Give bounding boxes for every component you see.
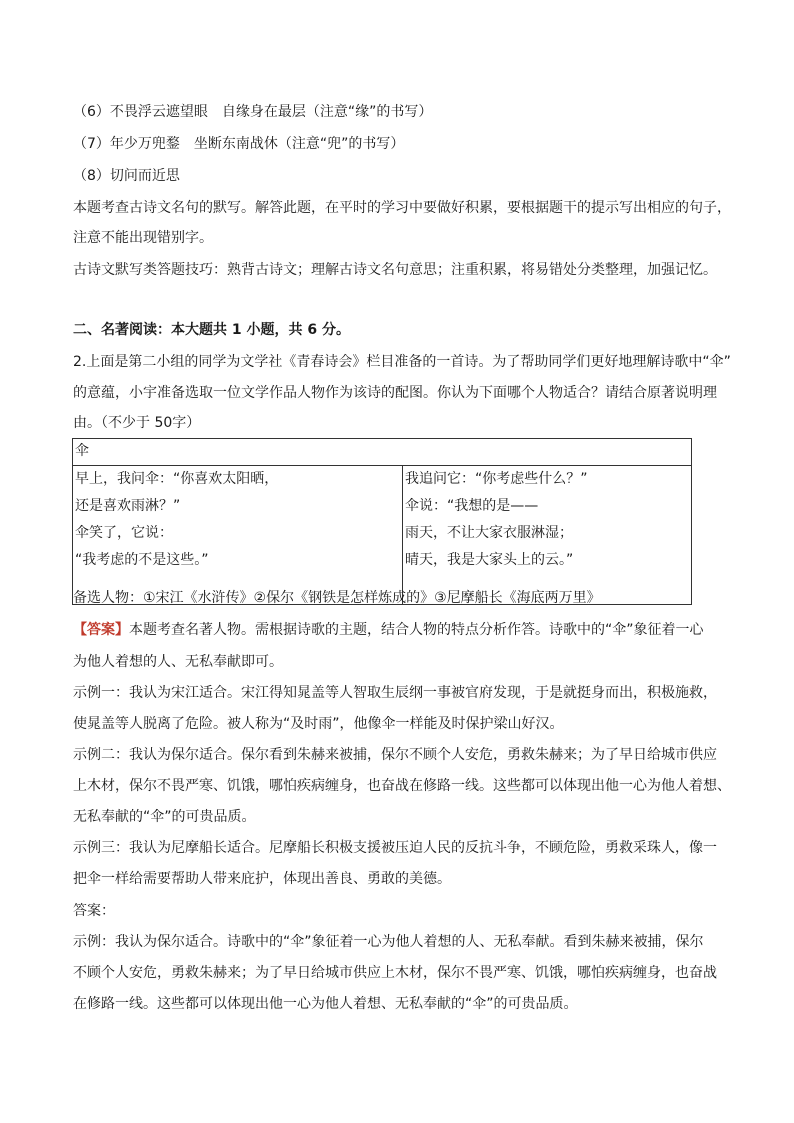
example-3-line-2: 把伞一样给需要帮助人带来庇护，体现出善良、勇敢的美德。 [73,871,451,887]
example-2-line-3: 无私奉献的“伞”的可贵品质。 [73,809,256,825]
poem-left-line: 早上，我问伞：“你喜欢太阳晒， [75,471,279,487]
poem-title: 伞 [73,439,692,466]
poem-left-line: “我考虑的不是这些。” [75,552,209,568]
example-1-line-1: 示例一：我认为宋江适合。宋江得知晁盖等人智取生辰纲一事被官府发现，于是就挺身而出，积极施救， [73,685,717,701]
tip-line: 古诗文默写类答题技巧：熟背古诗文；理解古诗文名句意思；注重积累，将易错处分类整理，加强记忆。 [73,262,717,278]
answer-text: 本题考查名著人物。需根据诗歌的主题，结合人物的特点分析作答。诗歌中的“伞”象征着一心 [129,622,704,638]
example-2-line-1: 示例二：我认为保尔适合。保尔看到朱赫来被捕，保尔不顾个人安危，勇救朱赫来；为了早日给城市供应 [73,747,717,763]
poem-right-cell [403,466,692,605]
poem-left-line: 伞笑了，它说： [75,525,173,541]
candidates-line: 备选人物：①宋江《水浒传》②保尔《钢铁是怎样炼成的》③尼摩船长《海底两万里》 [73,590,601,606]
poem-right-line: 伞说：“我想的是—— [405,498,539,514]
example-3-line-1: 示例三：我认为尼摩船长适合。尼摩船长积极支援被压迫人民的反抗斗争，不顾危险，勇救采珠人，像一 [73,840,717,856]
answer-label: 答案： [73,903,115,919]
final-answer-line-1: 示例：我认为保尔适合。诗歌中的“伞”象征着一心为他人着想的人、无私奉献。看到朱赫来被捕，保尔 [73,934,704,950]
item-8: （8）切问而近思 [73,168,180,184]
example-1-line-2: 使晁盖等人脱离了危险。被人称为“及时雨”，他像伞一样能及时保护梁山好汉。 [73,716,564,732]
poem-right-line: 我追问它：“你考虑些什么？” [405,471,588,487]
poem-right-line: 雨天，不让大家衣服淋湿； [405,525,573,541]
item-6: （6）不畏浮云遮望眼 自缘身在最层（注意“缘”的书写） [73,104,433,120]
poem-left-cell [73,466,403,605]
question-2-line-3: 由。（不少于 50字） [73,415,201,431]
analysis-line-2: 注意不能出现错别字。 [73,230,213,246]
final-answer-line-2: 不顾个人安危，勇救朱赫来；为了早日给城市供应上木材，保尔不畏严寒、饥饿，哪怕疾病缠身，也奋战 [73,965,717,981]
example-2-line-2: 上木材，保尔不畏严寒、饥饿，哪怕疾病缠身，也奋战在修路一线。这些都可以体现出他一心为他人着想、 [73,778,731,794]
answer-tag: 【答案】 [73,622,129,638]
analysis-line-1: 本题考查古诗文名句的默写。解答此题，在平时的学习中要做好积累，要根据题干的提示写出相应的句子， [73,200,731,216]
poem-left-line: 还是喜欢雨淋？” [75,498,181,514]
question-2-line-1: 2.上面是第二小组的同学为文学社《青春诗会》栏目准备的一首诗。为了帮助同学们更好地理解诗歌中“伞” [73,354,731,370]
answer-line-1 [73,620,704,640]
poem-table [72,438,692,605]
question-2-line-2: 的意蕴，小宇准备选取一位文学作品人物作为该诗的配图。你认为下面哪个人物适合？请结合原著说明理 [73,385,717,401]
item-7: （7）年少万兜鍪 坐断东南战休（注意“兜”的书写） [73,136,405,152]
poem-right-line: 晴天，我是大家头上的云。” [405,552,574,568]
section-2-heading: 二、名著阅读：本大题共 1 小题，共 6 分。 [73,322,350,338]
final-answer-line-3: 在修路一线。这些都可以体现出他一心为他人着想、无私奉献的“伞”的可贵品质。 [73,996,578,1012]
answer-line-2: 为他人着想的人、无私奉献即可。 [73,654,283,670]
